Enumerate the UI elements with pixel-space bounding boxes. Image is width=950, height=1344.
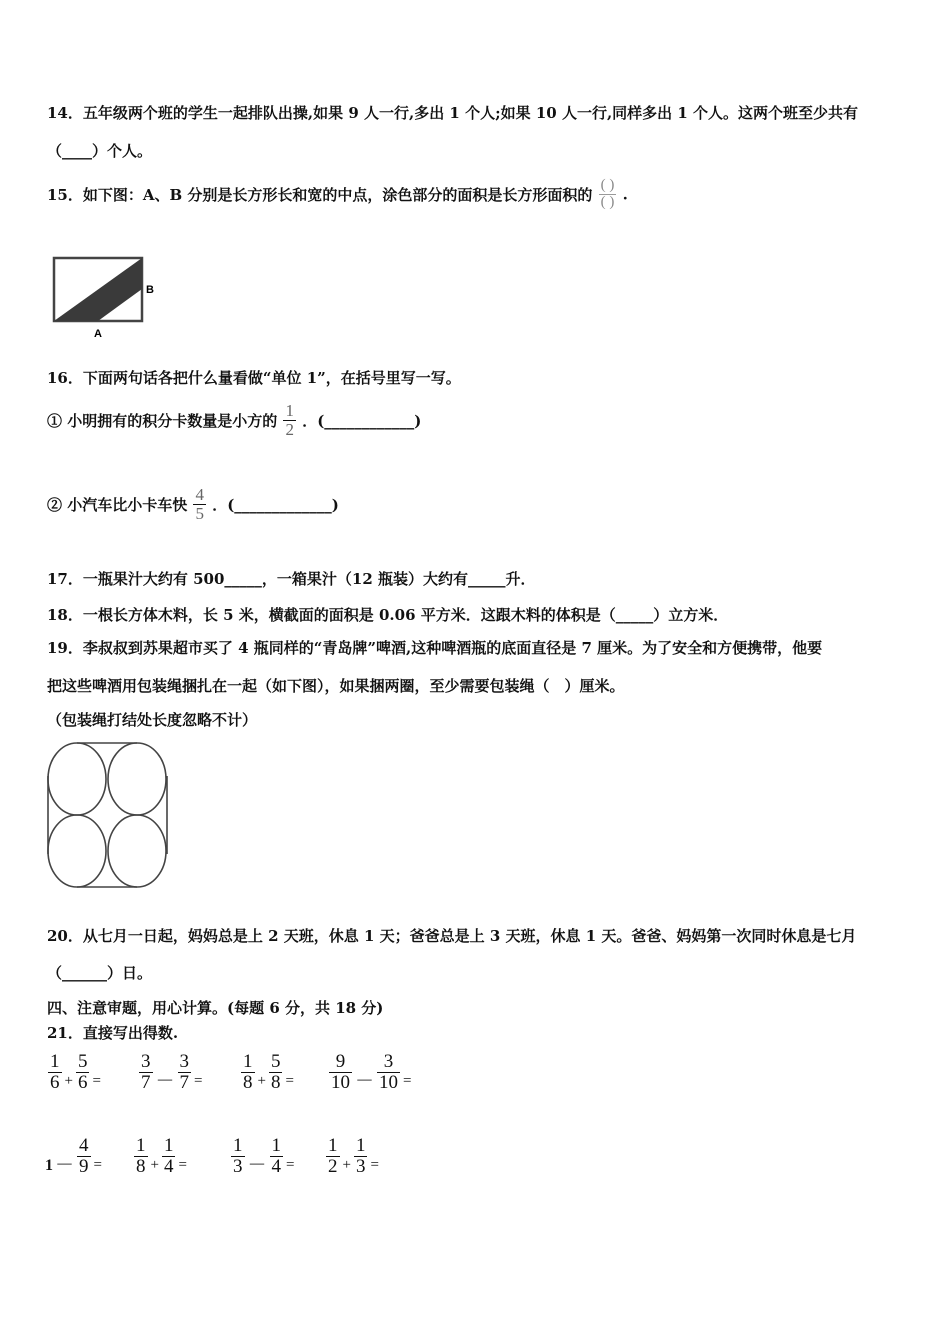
q15-line (47, 178, 628, 211)
fraction: $\frac{1}{6}$ (50, 1051, 60, 1093)
q19-line3: （包装绳打结处长度忽略不计） (47, 711, 258, 729)
fraction: $\frac{3}{7}$ (179, 1051, 190, 1093)
q15-end: . (622, 185, 628, 204)
q14-line1: 14．五年级两个班的学生一起排队出操,如果 9 人一行,多出 1 个人;如果 10 人一行,同样多出 1 个人。这两个班至少共有 (47, 104, 859, 122)
q15-frac-den: ( ) (600, 193, 615, 210)
calc-item: $\frac{3}{7}$ － $\frac{3}{7}$ = (141, 1051, 203, 1093)
bottle-circle (108, 743, 166, 815)
fraction: $\frac{1}{3}$ (233, 1135, 243, 1177)
q16-item2-text: ② 小汽车比小卡车快 (47, 495, 188, 514)
label-b: B (146, 284, 154, 296)
section4-title: 四、注意审题，用心计算。(每题 6 分，共 18 分) (47, 999, 384, 1017)
bottle-circle (48, 743, 106, 815)
q17-line: 17．一瓶果汁大约有 500_____，一箱果汁（12 瓶装）大约有_____升． (47, 570, 536, 588)
fraction: $\frac{1}{8}$ (243, 1051, 253, 1093)
fraction: $\frac{1}{2}$ (328, 1135, 338, 1177)
q16-item2 (47, 486, 339, 523)
q18-line: 18．一根长方体木料，长 5 米，横截面的面积是 0.06 平方米．这跟木料的体积是（_____）立方米． (47, 606, 729, 624)
calc-item: $\frac{1}{8}$ + $\frac{1}{4}$ = (136, 1135, 187, 1177)
fraction: $\frac{1}{4}$ (163, 1135, 174, 1177)
fraction: $\frac{5}{8}$ (270, 1051, 281, 1093)
q16-item1 (47, 402, 421, 439)
calc-item: $\frac{9}{10}$ － $\frac{3}{10}$ = (331, 1051, 412, 1093)
calc-item: $\frac{1}{6}$ + $\frac{5}{6}$ = (50, 1051, 101, 1093)
bottle-circle (108, 815, 166, 887)
label-a: A (94, 328, 102, 340)
q20-line2: （______）日。 (47, 964, 153, 982)
q15-fraction (599, 178, 617, 211)
frac-den: 5 (195, 503, 204, 523)
fraction: $\frac{1}{3}$ (355, 1135, 366, 1177)
q16-title: 16．下面两句话各把什么量看做“单位 1”，在括号里写一写。 (47, 369, 461, 387)
q16-item2-end: ．(_____________) (212, 495, 339, 514)
fraction: $\frac{5}{6}$ (77, 1051, 88, 1093)
fraction: $\frac{4}{9}$ (79, 1135, 89, 1177)
q20-line1: 20．从七月一日起，妈妈总是上 2 天班，休息 1 天；爸爸总是上 3 天班，休息 1 天。爸爸、妈妈第一次同时休息是七月 (47, 927, 857, 945)
calc-item: 1 － $\frac{4}{9}$ = (45, 1135, 102, 1177)
q19-line1: 19．李叔叔到苏果超市买了 4 瓶同样的“青岛牌”啤酒,这种啤酒瓶的底面直径是 7 厘米。为了安全和方便携带，他要 (47, 639, 823, 657)
q14-line2: （____）个人。 (47, 142, 153, 160)
bottle-circle (48, 815, 106, 887)
q19-line2: 把这些啤酒用包装绳捆扎在一起（如下图），如果捆两圈，至少需要包装绳（ ）厘米。 (47, 677, 625, 695)
calc-item: $\frac{1}{3}$ － $\frac{1}{4}$ = (233, 1135, 295, 1177)
q16-item1-text: ① 小明拥有的积分卡数量是小方的 (47, 411, 278, 430)
q15-text: 15．如下图：A、B 分别是长方形长和宽的中点，涂色部分的面积是长方形面积的 (47, 185, 593, 204)
fraction: $\frac{3}{10}$ (379, 1051, 399, 1093)
frac-num: 1 (285, 401, 294, 420)
q15-rectangle-figure (48, 252, 168, 342)
q21-title: 21．直接写出得数. (47, 1024, 179, 1042)
q16-item1-fraction (283, 402, 296, 439)
q15-frac-num: ( ) (600, 177, 615, 193)
fraction: $\frac{3}{7}$ (141, 1051, 151, 1093)
q16-item1-end: ．(____________) (302, 411, 422, 430)
frac-den: 2 (285, 419, 294, 439)
q19-bottles-figure (44, 738, 174, 893)
frac-num: 4 (195, 485, 204, 504)
calc-item: $\frac{1}{2}$ + $\frac{1}{3}$ = (328, 1135, 379, 1177)
q16-item2-fraction (193, 486, 206, 523)
shaded-region (54, 258, 142, 321)
fraction: $\frac{1}{8}$ (136, 1135, 146, 1177)
fraction: $\frac{9}{10}$ (331, 1051, 350, 1093)
fraction: $\frac{1}{4}$ (271, 1135, 282, 1177)
calc-item: $\frac{1}{8}$ + $\frac{5}{8}$ = (243, 1051, 294, 1093)
